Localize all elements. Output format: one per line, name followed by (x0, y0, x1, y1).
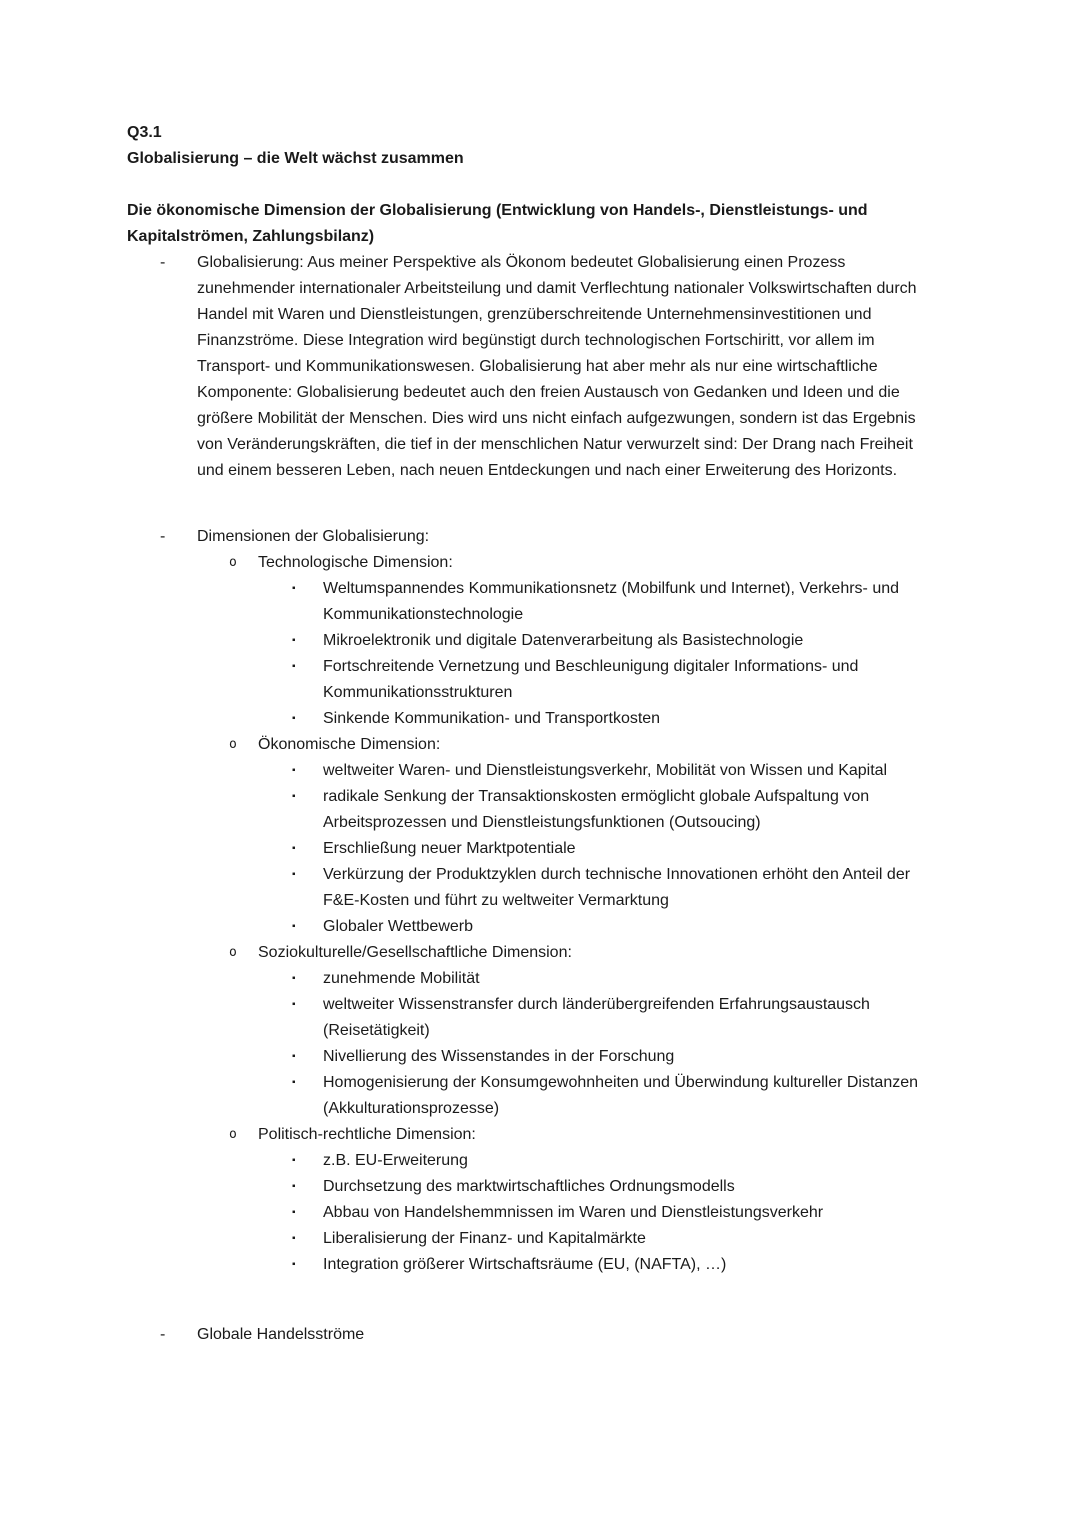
dimension-point-row (127, 914, 955, 940)
dimension-point-row (127, 1044, 955, 1070)
dimension-point: Nivellierung des Wissenstandes in der Forschung (323, 1048, 675, 1065)
dimension-label-row (127, 550, 955, 576)
square-bullet-marker: ▪ (292, 973, 296, 984)
dimension-point: Sinkende Kommunikation- und Transportkosten (323, 710, 661, 727)
dimension-point-row (127, 1226, 955, 1252)
square-bullet-marker: ▪ (292, 999, 296, 1010)
dimension-point-row (127, 706, 955, 732)
dimension-point: zunehmende Mobilität (323, 970, 480, 987)
dimension-point: Mikroelektronik und digitale Datenverarbeitung als Basistechnologie (323, 632, 804, 649)
dimension-point: weltweiter Wissenstransfer durch länderübergreifenden Erfahrungsaustausch (Reisetätigkeit) (323, 996, 870, 1039)
dimension-point: Abbau von Handelshemmnissen im Waren und Dienstleistungsverkehr (323, 1204, 824, 1221)
dimension-point-row (127, 966, 955, 992)
dimension-point-row (127, 992, 955, 1044)
square-bullet-marker: ▪ (292, 1077, 296, 1088)
dimension-point: Liberalisierung der Finanz- und Kapitalmärkte (323, 1230, 646, 1247)
square-bullet-marker: ▪ (292, 869, 296, 880)
dimension-point-row (127, 1200, 955, 1226)
dash-bullet-marker: - (160, 254, 166, 271)
square-bullet-marker: ▪ (292, 661, 296, 672)
dimension-point: z.B. EU-Erweiterung (323, 1152, 468, 1169)
circle-bullet-marker: o (229, 737, 237, 752)
dimension-label-row (127, 1122, 955, 1148)
dimension-label: Politisch-rechtliche Dimension: (258, 1126, 476, 1143)
dash-bullet-marker: - (160, 1326, 166, 1343)
dimension-point-row (127, 862, 955, 914)
unit-code-heading: Q3.1 (127, 124, 162, 141)
list-item-text: Globale Handelsströme (197, 1326, 365, 1343)
square-bullet-marker: ▪ (292, 843, 296, 854)
dimension-point-row (127, 758, 955, 784)
dimension-point: Homogenisierung der Konsumgewohnheiten und Überwindung kultureller Distanzen (Akkulturationsprozesse) (323, 1074, 919, 1117)
dimension-point-row (127, 628, 955, 654)
dimension-point-row (127, 836, 955, 862)
list-item-text: Globalisierung: Aus meiner Perspektive als Ökonom bedeutet Globalisierung einen Prozess zunehmender internationaler Arbeitsteilung und damit Verflechtung nationaler Volkswirtschaften durch Handel mit Waren und Dienstleistungen, grenzüberschreitende Unternehmensinvestitionen und Finanzströme. Diese Integration wird begünstigt durch technologischen Fortschiritt, vor allem im Transport- und Kommunikationswesen. Globalisierung hat aber mehr als nur eine wirtschaftliche Komponente: Globalisierung bedeutet auch den freien Austausch von Gedanken und Ideen und die größere Mobilität der Menschen. Dies wird uns nicht einfach aufgezwungen, sondern ist das Ergebnis von Veränderungskräften, die tief in der menschlichen Natur verwurzelt sind: Der Drang nach Freiheit und einem besseren Leben, nach neuen Entdeckungen und nach einer Erweiterung des Horizonts. (197, 254, 917, 479)
dimension-point: Erschließung neuer Marktpotentiale (323, 840, 576, 857)
dimension-point: Weltumspannendes Kommunikationsnetz (Mobilfunk und Internet), Verkehrs- und Kommunikationstechnologie (323, 580, 900, 623)
document-title: Globalisierung – die Welt wächst zusammen (127, 150, 464, 167)
dimension-label-row (127, 732, 955, 758)
dimension-point: Durchsetzung des marktwirtschaftliches Ordnungsmodells (323, 1178, 735, 1195)
circle-bullet-marker: o (229, 555, 237, 570)
list-item-dimensions (127, 524, 955, 550)
square-bullet-marker: ▪ (292, 791, 296, 802)
square-bullet-marker: ▪ (292, 765, 296, 776)
square-bullet-marker: ▪ (292, 1051, 296, 1062)
dimension-point: radikale Senkung der Transaktionskosten ermöglicht globale Aufspaltung von Arbeitsprozessen und Dienstleistungsfunktionen (Outsoucing) (323, 788, 870, 831)
square-bullet-marker: ▪ (292, 1233, 296, 1244)
dimension-point-row (127, 1252, 955, 1278)
circle-bullet-marker: o (229, 1127, 237, 1142)
list-item-text: Dimensionen der Globalisierung: (197, 528, 430, 545)
square-bullet-marker: ▪ (292, 1181, 296, 1192)
square-bullet-marker: ▪ (292, 713, 296, 724)
dimension-point: weltweiter Waren- und Dienstleistungsverkehr, Mobilität von Wissen und Kapital (323, 762, 888, 779)
dimension-point: Globaler Wettbewerb (323, 918, 473, 935)
dimension-label: Soziokulturelle/Gesellschaftliche Dimension: (258, 944, 572, 961)
dimension-label: Technologische Dimension: (258, 554, 453, 571)
square-bullet-marker: ▪ (292, 1207, 296, 1218)
list-item-definition (127, 250, 955, 484)
dimension-point-row (127, 784, 955, 836)
dimension-point-row (127, 1148, 955, 1174)
circle-bullet-marker: o (229, 945, 237, 960)
square-bullet-marker: ▪ (292, 1259, 296, 1270)
square-bullet-marker: ▪ (292, 635, 296, 646)
dimension-point: Integration größerer Wirtschaftsräume (EU, (NAFTA), …) (323, 1256, 727, 1273)
square-bullet-marker: ▪ (292, 583, 296, 594)
dash-bullet-marker: - (160, 528, 166, 545)
dimension-point-row (127, 576, 955, 628)
dimension-point: Fortschreitende Vernetzung und Beschleunigung digitaler Informations- und Kommunikationsstrukturen (323, 658, 859, 701)
list-item-trade-flows (127, 1322, 955, 1348)
dimension-point-row (127, 1070, 955, 1122)
dimension-label: Ökonomische Dimension: (258, 736, 441, 753)
square-bullet-marker: ▪ (292, 1155, 296, 1166)
section-heading: Die ökonomische Dimension der Globalisierung (Entwicklung von Handels-, Dienstleistungs- und Kapitalströmen, Zahlungsbilanz) (127, 202, 868, 245)
dimension-point-row (127, 654, 955, 706)
dimension-point-row (127, 1174, 955, 1200)
dimension-label-row (127, 940, 955, 966)
dimension-point: Verkürzung der Produktzyklen durch technische Innovationen erhöht den Anteil der F&E-Kosten und führt zu weltweiter Vermarktung (323, 866, 911, 909)
square-bullet-marker: ▪ (292, 921, 296, 932)
